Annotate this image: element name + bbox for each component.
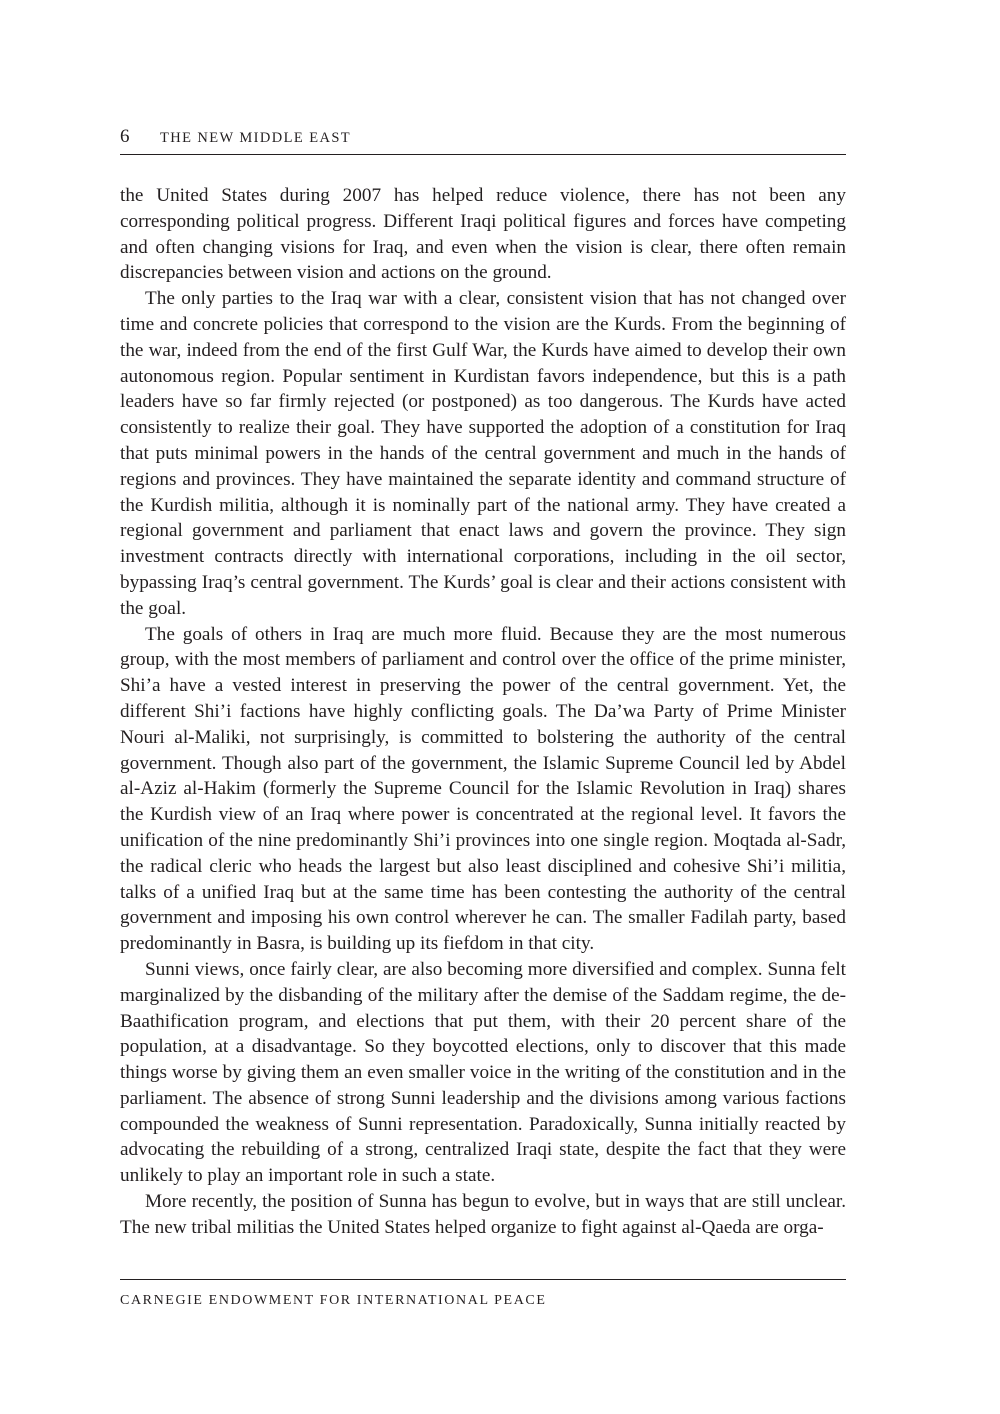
page-footer	[120, 1279, 846, 1309]
paragraph-4: Sunni views, once fairly clear, are also becoming more diversified and complex. Sunna felt marginalized by the disbanding of the military after the demise of the Saddam regime, the de-Baathification program, and elections that put them, with their 20 percent share of the population, at a disadvantage. So they boycotted elections, only to discover that this made things worse by giving them an even smaller voice in the writing of the constitution and in the parliament. The absence of strong Sunni leadership and the divisions among various factions compounded the weakness of Sunni representation. Paradoxically, Sunna initially reacted by advocating the rebuilding of a strong, centralized Iraqi state, despite the fact that they were unlikely to play an important role in such a state.	[120, 958, 846, 1187]
running-head	[120, 126, 846, 155]
paragraph-2: The only parties to the Iraq war with a clear, consistent vision that has not changed over time and concrete policies that correspond to the vision are the Kurds. From the beginning of the war, indeed from the end of the first Gulf War, the Kurds have aimed to develop their own autonomous region. Popular sentiment in Kurdistan favors independence, but this is a path leaders have so far firmly rejected (or postponed) as too dangerous. The Kurds have acted consistently to realize their goal. They have supported the adoption of a constitution for Iraq that puts minimal powers in the hands of the central government and much in the hands of regions and provinces. They have maintained the separate identity and command structure of the Kurdish militia, although it is nominally part of the national army. They have created a regional government and parliament that enact laws and govern the province. They sign investment contracts directly with international corporations, including in the oil sector, bypassing Iraq’s central government. The Kurds’ goal is clear and their actions consistent with the goal.	[120, 288, 846, 619]
paragraph-5: More recently, the position of Sunna has begun to evolve, but in ways that are still unclear. The new tribal militias the United States helped organize to fight against al-Qaeda are orga-	[120, 1191, 846, 1238]
page-number: 6	[120, 126, 130, 147]
body-text	[120, 183, 846, 1241]
paragraph-1: the United States during 2007 has helped reduce violence, there has not been any corresponding political progress. Different Iraqi political figures and forces have competing and often changing visions for Iraq, and even when the vision is clear, there often remain discrepancies between vision and actions on the ground.	[120, 185, 846, 284]
publisher-name: CARNEGIE ENDOWMENT FOR INTERNATIONAL PEACE	[120, 1293, 547, 1308]
running-title: THE NEW MIDDLE EAST	[160, 130, 352, 146]
paragraph-3: The goals of others in Iraq are much more fluid. Because they are the most numerous group, with the most members of parliament and control over the office of the prime minister, Shi’a have a vested interest in preserving the power of the central government. Yet, the different Shi’i factions have highly conflicting goals. The Da’wa Party of Prime Minister Nouri al-Maliki, not surprisingly, is committed to bolstering the authority of the central government. Though also part of the government, the Islamic Supreme Council led by Abdel al-Aziz al-Hakim (formerly the Supreme Council for the Islamic Revolution in Iraq) shares the Kurdish view of an Iraq where power is concentrated at the regional level. It favors the unification of the nine predominantly Shi’i provinces into one single region. Moqtada al-Sadr, the radical cleric who heads the largest but also least disciplined and cohesive Shi’i militia, talks of a unified Iraq but at the same time has been contesting the authority of the central government and imposing his own control wherever he can. The smaller Fadilah party, based predominantly in Basra, is building up its fiefdom in that city.	[120, 623, 846, 955]
